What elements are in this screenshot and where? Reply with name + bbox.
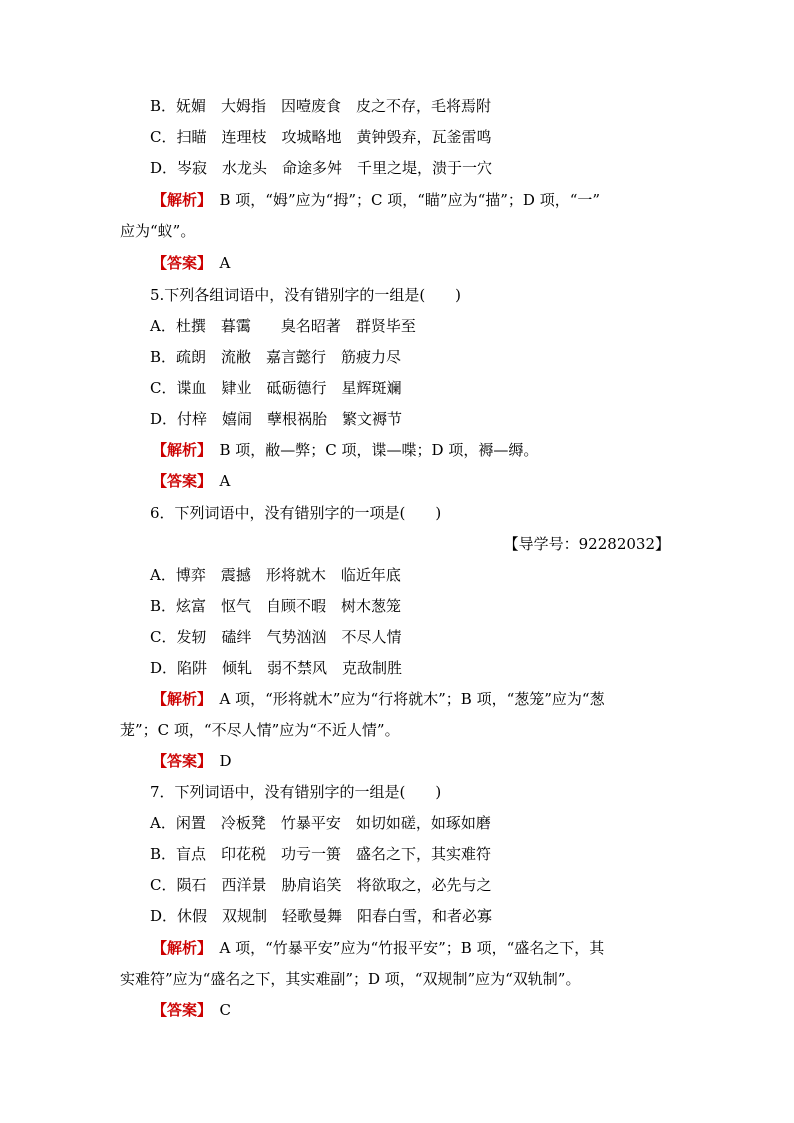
analysis-text: B 项，“姆”应为“拇”；C 项，“瞄”应为“描”；D 项，“一” <box>204 191 601 209</box>
analysis-line <box>0 190 794 210</box>
guide-number: 【导学号：92282032】 <box>503 535 670 553</box>
answer-tag: 【答案】 <box>152 254 205 272</box>
option-c: C．扫瞄 连理枝 攻城略地 黄钟毁弃，瓦釜雷鸣 <box>150 128 492 146</box>
answer-tag: 【答案】 <box>152 752 205 770</box>
option-d: D．付梓 嬉闹 孽根祸胎 繁文褥节 <box>150 410 403 428</box>
answer-tag: 【答案】 <box>152 472 205 490</box>
option-c: C．发轫 磕绊 气势汹汹 不尽人情 <box>150 628 402 646</box>
answer-line <box>0 1000 794 1020</box>
question-5: 5.下列各组词语中，没有错别字的一组是( ) <box>150 286 462 304</box>
option-c: C．陨石 西洋景 胁肩谄笑 将欲取之，必先与之 <box>150 876 492 894</box>
answer-tag: 【答案】 <box>152 1001 205 1019</box>
answer-line <box>0 751 794 771</box>
analysis-line <box>0 440 794 460</box>
question-7: 7．下列词语中，没有错别字的一组是( ) <box>150 783 442 801</box>
answer-text: C <box>204 1001 231 1019</box>
option-b: B．炫富 怄气 自顾不暇 树木葱笼 <box>150 597 402 615</box>
option-a: A．博弈 震撼 形将就木 临近年底 <box>150 566 401 584</box>
option-b: B．疏朗 流敝 嘉言懿行 筋疲力尽 <box>150 348 402 366</box>
answer-text: A <box>204 472 231 490</box>
analysis-text: A 项，“形将就木”应为“行将就木”；B 项，“葱笼”应为“葱 <box>204 690 605 708</box>
analysis-line <box>0 938 794 958</box>
option-a: A．杜撰 暮霭 臭名昭著 群贤毕至 <box>150 317 416 335</box>
analysis-continuation: 茏”；C 项，“不尽人情”应为“不近人情”。 <box>120 721 400 739</box>
analysis-text: A 项，“竹暴平安”应为“竹报平安”；B 项，“盛名之下，其 <box>204 939 605 957</box>
answer-line <box>0 253 794 273</box>
option-b: B．妩媚 大姆指 因噎废食 皮之不存，毛将焉附 <box>150 97 492 115</box>
analysis-tag: 【解析】 <box>152 939 205 957</box>
question-6: 6．下列词语中，没有错别字的一项是( ) <box>150 504 442 522</box>
analysis-continuation: 实难符”应为“盛名之下，其实难副”；D 项，“双规制”应为“双轨制”。 <box>120 970 581 988</box>
analysis-text: B 项，敝—弊；C 项，谍—喋；D 项，褥—缛。 <box>204 441 539 459</box>
answer-text: A <box>204 254 231 272</box>
option-c: C．谍血 肄业 砥砺德行 星辉斑斓 <box>150 379 402 397</box>
answer-line <box>0 471 794 491</box>
answer-text: D <box>204 752 232 770</box>
analysis-tag: 【解析】 <box>152 441 205 459</box>
option-a: A．闲置 冷板凳 竹暴平安 如切如磋，如琢如磨 <box>150 814 491 832</box>
option-d: D．陷阱 倾轧 弱不禁风 克敌制胜 <box>150 659 403 677</box>
analysis-continuation: 应为“蚁”。 <box>120 222 196 240</box>
option-d: D．休假 双规制 轻歌曼舞 阳春白雪，和者必寡 <box>150 907 493 925</box>
analysis-tag: 【解析】 <box>152 191 205 209</box>
option-d: D．岑寂 水龙头 命途多舛 千里之堤，溃于一穴 <box>150 159 493 177</box>
option-b: B．盲点 印花税 功亏一篑 盛名之下，其实难符 <box>150 845 492 863</box>
analysis-line <box>0 689 794 709</box>
analysis-tag: 【解析】 <box>152 690 205 708</box>
